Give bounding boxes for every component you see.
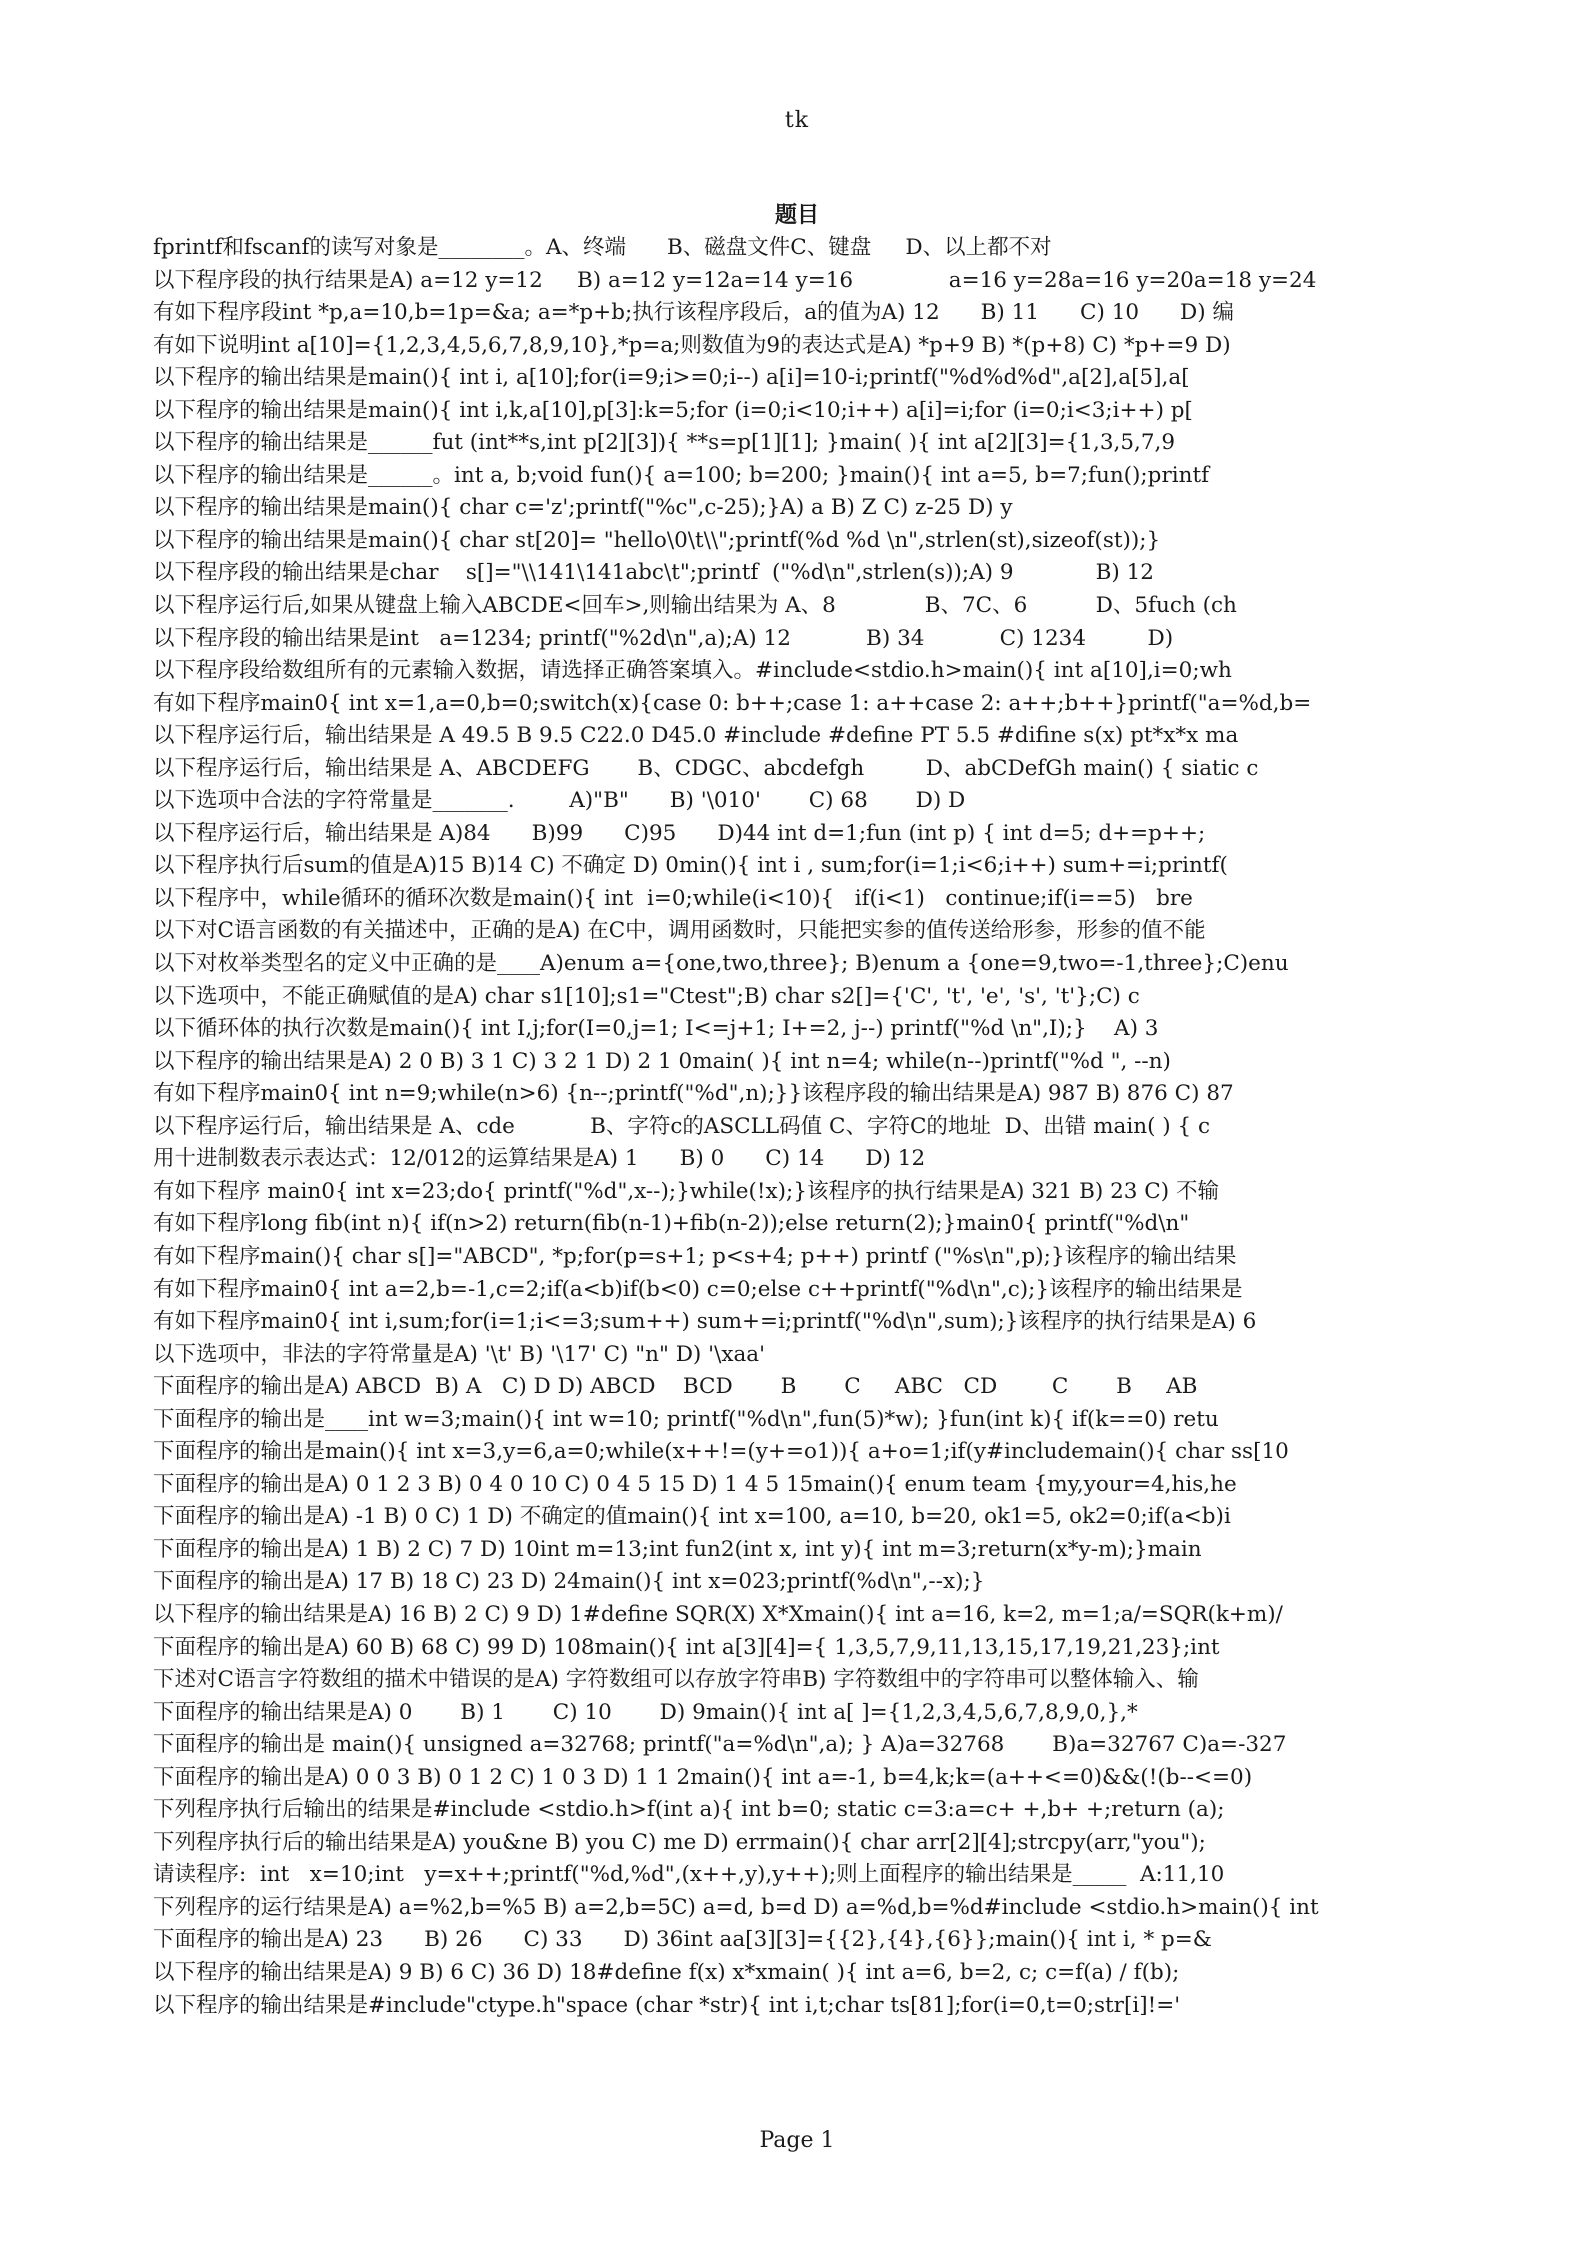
question-line: 以下程序的输出结果是main(){ char st[20]= "hello\0\t\\";printf(%d %d \n",strlen(st),sizeof(st));} — [153, 527, 1161, 553]
question-line: 以下程序段的执行结果是A) a=12 y=12 B) a=12 y=12a=14 y=16 a=16 y=28a=16 y=20a=18 y=24 — [153, 267, 1317, 293]
question-line: 以下程序运行后,如果从键盘上输入ABCDE<回车>,则输出结果为 A、8 B、7C、6 D、5fuch (ch — [153, 593, 1237, 619]
question-line: 下面程序的输出是A) 23 B) 26 C) 33 D) 36int aa[3][3]={{2},{4},{6}};main(){ int i, * p=& — [153, 1927, 1212, 1953]
question-line: 下面程序的输出是____int w=3;main(){ int w=10; printf("%d\n",fun(5)*w); }fun(int k){ if(k==0) retu — [153, 1406, 1219, 1432]
question-line: 以下选项中，非法的字符常量是A) '\t' B) '\17' C) "n" D) '\xaa' — [153, 1341, 765, 1367]
question-line: 有如下程序main0{ int x=1,a=0,b=0;switch(x){case 0: b++;case 1: a++case 2: a++;b++}printf("a=%d,b= — [153, 690, 1312, 716]
question-line: 以下程序的输出结果是______。int a, b;void fun(){ a=100; b=200; }main(){ int a=5, b=7;fun();printf — [153, 462, 1210, 488]
question-line: 以下选项中合法的字符常量是_______. A)"B" B) '\010' C) 68 D) D — [153, 788, 966, 814]
question-line: 下列程序的运行结果是A) a=%2,b=%5 B) a=2,b=5C) a=d, b=d D) a=%d,b=%d#include <stdio.h>main(){ int — [153, 1894, 1319, 1920]
question-line: 以下程序运行后，输出结果是 A、ABCDEFG B、CDGC、abcdefgh D、abCDefGh main() { siatic c — [153, 755, 1259, 781]
question-line: 下面程序的输出是A) 0 0 3 B) 0 1 2 C) 1 0 3 D) 1 1 2main(){ int a=-1, b=4,k;k=(a++<=0)&&(!(b--<=0) — [153, 1764, 1253, 1790]
question-line: 下面程序的输出是A) 17 B) 18 C) 23 D) 24main(){ int x=023;printf(%d\n",--x);} — [153, 1569, 985, 1595]
question-line: 下列程序执行后的输出结果是A) you&ne B) you C) me D) errmain(){ char arr[2][4];strcpy(arr,"you"); — [153, 1829, 1206, 1855]
question-line: 用十进制数表示表达式：12/012的运算结果是A) 1 B) 0 C) 14 D) 12 — [153, 1146, 926, 1172]
question-line: 下列程序执行后输出的结果是#include <stdio.h>f(int a){ int b=0; static c=3:a=c+ +,b+ +;return (a); — [153, 1797, 1225, 1823]
question-line: 以下程序运行后，输出结果是 A 49.5 B 9.5 C22.0 D45.0 #include #define PT 5.5 #difine s(x) pt*x*x ma — [153, 723, 1239, 749]
question-line: 以下程序段的输出结果是int a=1234; printf("%2d\n",a);A) 12 B) 34 C) 1234 D) — [153, 625, 1174, 651]
question-line: 有如下程序main(){ char s[]="ABCD", *p;for(p=s+1; p<s+4; p++) printf ("%s\n",p);}该程序的输出结果 — [153, 1243, 1237, 1269]
question-line: 以下程序运行后，输出结果是 A)84 B)99 C)95 D)44 int d=1;fun (int p) { int d=5; d+=p++; — [153, 820, 1206, 846]
question-line: 以下程序中，while循环的循环次数是main(){ int i=0;while(i<10){ if(i<1) continue;if(i==5) bre — [153, 885, 1193, 911]
question-line: 下面程序的输出是 main(){ unsigned a=32768; printf("a=%d\n",a); } A)a=32768 B)a=32767 C)a=-327 — [153, 1732, 1287, 1758]
question-line: fprintf和fscanf的读写对象是________。A、终端 B、磁盘文件C、键盘 D、以上都不对 — [153, 235, 1052, 260]
question-list — [153, 232, 1450, 2022]
page-title: 题目 — [774, 202, 819, 228]
question-line: 以下程序的输出结果是main(){ int i, a[10];for(i=9;i>=0;i--) a[i]=10-i;printf("%d%d%d",a[2],a[5],a[ — [153, 365, 1190, 391]
question-line: 以下程序的输出结果是main(){ int i,k,a[10],p[3]:k=5;for (i=0;i<10;i++) a[i]=i;for (i=0;i<3;i++) p[ — [153, 397, 1193, 423]
question-line: 有如下程序main0{ int n=9;while(n>6) {n--;printf("%d",n);}}该程序段的输出结果是A) 987 B) 876 C) 87 — [153, 1081, 1234, 1107]
question-line: 以下程序段给数组所有的元素输入数据，请选择正确答案填入。#include<stdio.h>main(){ int a[10],i=0;wh — [153, 658, 1232, 684]
question-line: 以下程序的输出结果是A) 2 0 B) 3 1 C) 3 2 1 D) 2 1 0main( ){ int n=4; while(n--)printf("%d ", --n) — [153, 1048, 1171, 1074]
question-line: 有如下程序main0{ int i,sum;for(i=1;i<=3;sum++) sum+=i;printf("%d\n",sum);}该程序的执行结果是A) 6 — [153, 1309, 1257, 1335]
question-line: 以下对C语言函数的有关描述中，正确的是A) 在C中，调用函数时，只能把实参的值传送给形参，形参的值不能 — [153, 918, 1206, 944]
question-line: 下面程序的输出是A) 60 B) 68 C) 99 D) 108main(){ int a[3][4]={ 1,3,5,7,9,11,13,15,17,19,21,23};int — [153, 1634, 1220, 1660]
question-line: 下面程序的输出是A) -1 B) 0 C) 1 D) 不确定的值main(){ int x=100, a=10, b=20, ok1=5, ok2=0;if(a<b)i — [153, 1504, 1231, 1530]
question-line: 有如下说明int a[10]={1,2,3,4,5,6,7,8,9,10},*p=a;则数值为9的表达式是A) *p+9 B) *(p+8) C) *p+=9 D) — [153, 332, 1231, 358]
question-line: 以下程序的输出结果是main(){ char c='z';printf("%c",c-25);}A) a B) Z C) z-25 D) y — [153, 495, 1013, 521]
question-line: 请读程序: int x=10;int y=x++;printf("%d,%d",(x++,y),y++);则上面程序的输出结果是_____ A:11,10 — [153, 1862, 1225, 1888]
question-line: 以下程序段的输出结果是char s[]="\\141\141abc\t";printf ("%d\n",strlen(s));A) 9 B) 12 — [153, 560, 1154, 586]
question-line: 有如下程序main0{ int a=2,b=-1,c=2;if(a<b)if(b<0) c=0;else c++printf("%d\n",c);}该程序的输出结果是 — [153, 1276, 1243, 1302]
question-line: 以下程序的输出结果是#include"ctype.h"space (char *str){ int i,t;char ts[81];for(i=0,t=0;str[i]!=' — [153, 1992, 1181, 2018]
question-line: 有如下程序 main0{ int x=23;do{ printf("%d",x--);}while(!x);}该程序的执行结果是A) 321 B) 23 C) 不输 — [153, 1178, 1219, 1204]
question-line: 以下程序的输出结果是______fut (int**s,int p[2][3]){ **s=p[1][1]; }main( ){ int a[2][3]={1,3,5,7,9 — [153, 430, 1176, 456]
question-line: 下面程序的输出是A) 1 B) 2 C) 7 D) 10int m=13;int fun2(int x, int y){ int m=3;return(x*y-m);}main — [153, 1536, 1202, 1562]
question-line: 以下程序运行后，输出结果是 A、cde B、字符c的ASCLL码值 C、字符C的地址 D、出错 main( ) { c — [153, 1113, 1211, 1139]
question-line: 下面程序的输出是A) 0 1 2 3 B) 0 4 0 10 C) 0 4 5 15 D) 1 4 5 15main(){ enum team {my,your=4,his,he — [153, 1471, 1237, 1497]
question-line: 以下循环体的执行次数是main(){ int I,j;for(I=0,j=1; I<=j+1; I+=2, j--) printf("%d \n",I);} A) 3 — [153, 1016, 1159, 1042]
question-line: 有如下程序段int *p,a=10,b=1p=&a; a=*p+b;执行该程序段后，a的值为A) 12 B) 11 C) 10 D) 编 — [153, 300, 1235, 326]
question-line: 下述对C语言字符数组的描术中错误的是A) 字符数组可以存放字符串B) 字符数组中的字符串可以整体输入、输 — [153, 1667, 1199, 1693]
question-line: 以下对枚举类型名的定义中正确的是____A)enum a={one,two,three}; B)enum a {one=9,two=-1,three};C)enu — [153, 951, 1289, 977]
question-line: 下面程序的输出是A) ABCD B) A C) D D) ABCD BCD B C ABC CD C B AB — [153, 1374, 1198, 1400]
page-header: tk — [784, 108, 810, 133]
question-line: 下面程序的输出是main(){ int x=3,y=6,a=0;while(x++!=(y+=o1)){ a+o=1;if(y#includemain(){ char ss[10 — [153, 1439, 1289, 1465]
question-line: 下面程序的输出结果是A) 0 B) 1 C) 10 D) 9main(){ int a[ ]={1,2,3,4,5,6,7,8,9,0,},* — [153, 1699, 1138, 1725]
question-line: 有如下程序long fib(int n){ if(n>2) return(fib(n-1)+fib(n-2));else return(2);}main0{ printf("%d\n" — [153, 1211, 1190, 1237]
question-line: 以下选项中，不能正确赋值的是A) char s1[10];s1="Ctest";B) char s2[]={'C', 't', 'e', 's', 't'};C) c — [153, 983, 1140, 1009]
question-line: 以下程序的输出结果是A) 9 B) 6 C) 36 D) 18#define f(x) x*xmain( ){ int a=6, b=2, c; c=f(a) / f(b); — [153, 1959, 1180, 1985]
page-footer: Page 1 — [759, 2128, 835, 2153]
question-line: 以下程序执行后sum的值是A)15 B)14 C) 不确定 D) 0min(){ int i , sum;for(i=1;i<6;i++) sum+=i;printf( — [153, 853, 1228, 879]
question-line: 以下程序的输出结果是A) 16 B) 2 C) 9 D) 1#define SQR(X) X*Xmain(){ int a=16, k=2, m=1;a/=SQR(k+m)/ — [153, 1601, 1283, 1627]
